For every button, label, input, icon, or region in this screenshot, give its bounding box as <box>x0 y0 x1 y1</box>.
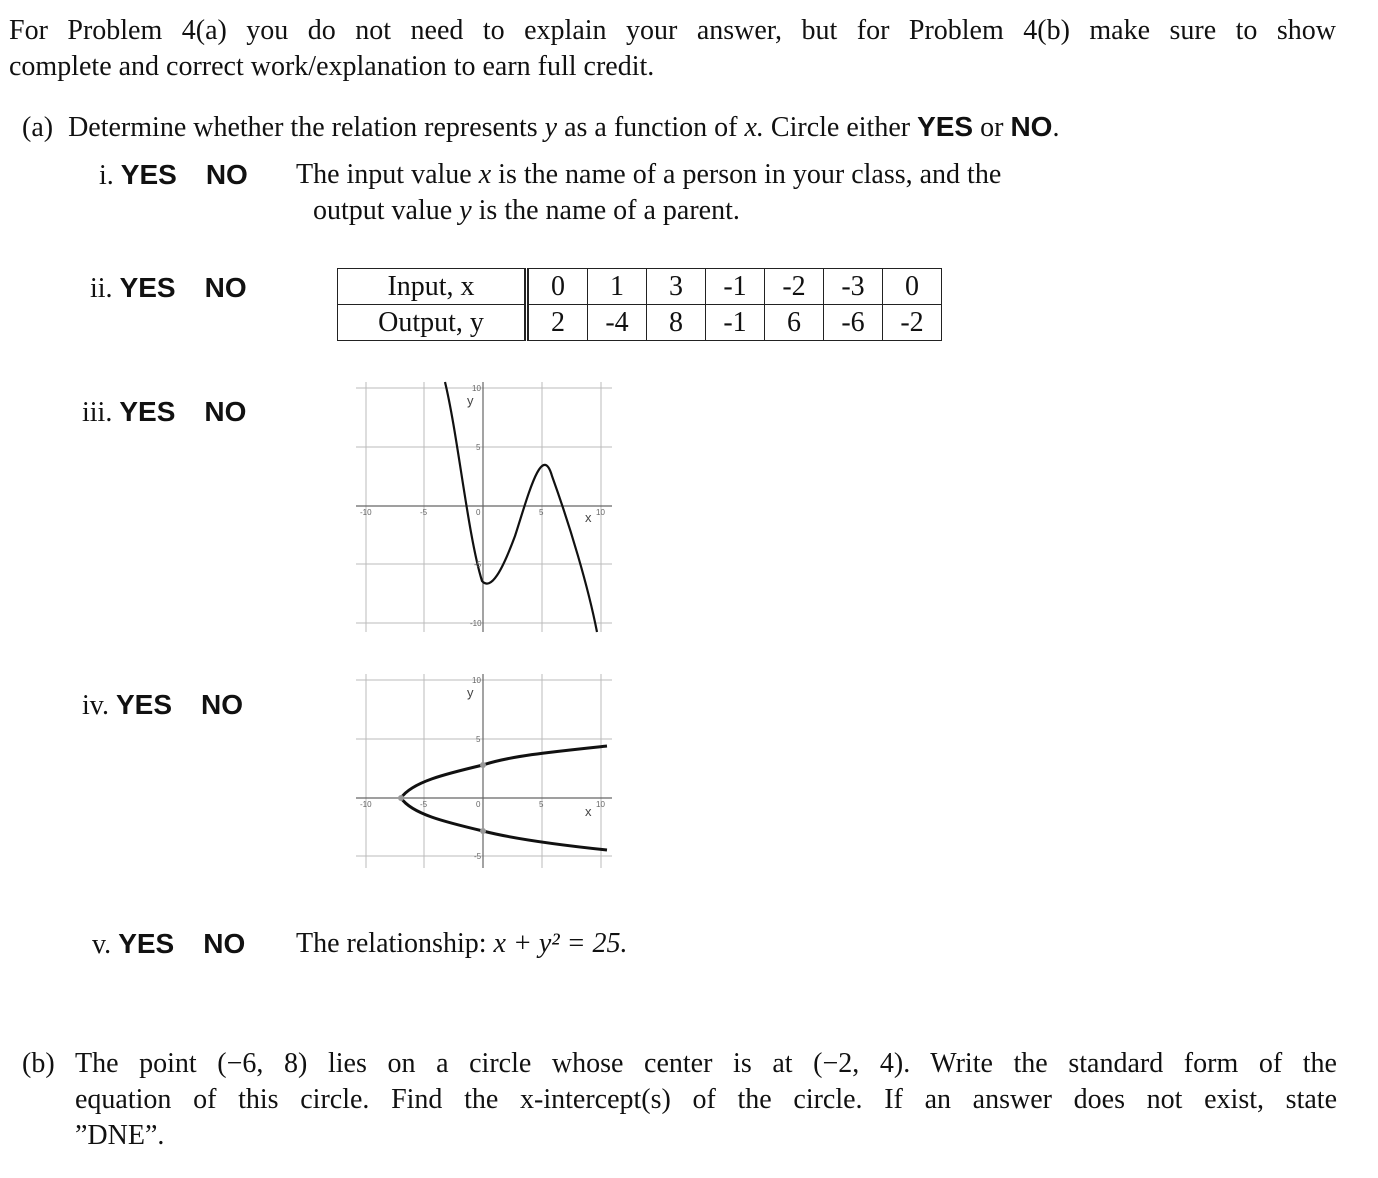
item-i-text-a: The input value <box>296 159 472 190</box>
graph-iii <box>350 376 620 638</box>
graph-iv-tick: 10 <box>596 800 605 809</box>
graph-iii-tick: -5 <box>474 560 482 569</box>
graph-iv-tick: 5 <box>476 735 481 744</box>
table-cell: -1 <box>706 305 765 341</box>
table-input-header: Input, x <box>338 269 527 305</box>
graph-iv-vertex-point <box>398 795 404 801</box>
table-output-header: Output, y <box>338 305 527 341</box>
graph-iii-tick: -10 <box>470 619 482 628</box>
graph-iii-grid <box>356 382 612 632</box>
item-v-equation: x + y² = 25. <box>493 928 628 959</box>
item-v-number: v. <box>92 929 112 960</box>
part-a-text-1: Determine whether the relation represents <box>68 112 538 143</box>
graph-iii-y-label: y <box>467 393 474 408</box>
part-b-line-2: equation of this circle. Find the x-intercept(s) of the circle. If an answer does not exist, state <box>75 1084 1337 1115</box>
part-b-line-3: ”DNE”. <box>75 1120 165 1151</box>
intro-line-2: complete and correct work/explanation to earn full credit. <box>9 51 655 82</box>
graph-iv-x-label: x <box>585 804 592 819</box>
table-cell: 8 <box>647 305 706 341</box>
item-i-var-x: x <box>478 159 492 190</box>
item-v-no[interactable]: NO <box>203 928 246 959</box>
item-i-text-line-1 <box>296 157 1001 193</box>
part-a-period: . <box>1052 112 1060 143</box>
item-i-choice <box>99 157 248 194</box>
table-cell: -2 <box>765 269 824 305</box>
part-b-label: (b) <box>22 1048 55 1079</box>
item-iv-choice <box>82 687 243 724</box>
graph-iii-tick: 5 <box>476 443 481 452</box>
item-i-text-d: is the name of a parent. <box>478 195 740 226</box>
item-v-choice <box>92 926 245 963</box>
part-b-line-1: The point (−6, 8) lies on a circle whose center is at (−2, 4). Write the standard form of the <box>75 1048 1337 1079</box>
graph-iii-curve <box>445 382 597 632</box>
table-cell: -6 <box>824 305 883 341</box>
table-cell: -2 <box>883 305 942 341</box>
item-i-text-c: output value <box>313 195 453 226</box>
part-a-or: or <box>980 112 1004 143</box>
item-v-label: The relationship: <box>296 928 487 959</box>
item-ii-yes[interactable]: YES <box>119 272 176 303</box>
graph-iii-x-label: x <box>585 510 592 525</box>
graph-iv-tick: -10 <box>360 800 372 809</box>
table-cell: 0 <box>883 269 942 305</box>
graph-iv-tick: 10 <box>472 676 481 685</box>
item-i-yes[interactable]: YES <box>120 159 177 190</box>
graph-iv-y-intercept-point <box>480 828 486 834</box>
part-a-yes: YES <box>917 111 974 142</box>
item-i-var-y: y <box>459 195 472 226</box>
item-iii-no[interactable]: NO <box>204 396 247 427</box>
item-iv-number: iv. <box>82 690 109 721</box>
graph-iii-tick: 0 <box>476 508 481 517</box>
graph-iii-axes <box>356 382 612 632</box>
graph-iv-tick: -5 <box>420 800 428 809</box>
intro-line-1: For Problem 4(a) you do not need to explain your answer, but for Problem 4(b) make sure to show <box>9 15 1336 46</box>
part-a-no: NO <box>1010 111 1053 142</box>
table-cell: -3 <box>824 269 883 305</box>
table-cell: -1 <box>706 269 765 305</box>
table-cell: 1 <box>588 269 647 305</box>
graph-iv <box>350 670 620 875</box>
graph-iv-grid <box>356 674 612 868</box>
item-ii-number: ii. <box>90 273 113 304</box>
table-cell: 3 <box>647 269 706 305</box>
graph-iii-tick: 10 <box>472 384 481 393</box>
item-ii-no[interactable]: NO <box>204 272 247 303</box>
graph-iii-tick: -5 <box>420 508 428 517</box>
table-cell: -4 <box>588 305 647 341</box>
graph-iv-tick: -5 <box>474 852 482 861</box>
graph-iv-axes <box>356 674 612 868</box>
graph-iii-tick: 5 <box>539 508 544 517</box>
table-row-input <box>338 269 942 305</box>
part-a-heading <box>22 109 1059 146</box>
item-ii-choice <box>90 270 247 307</box>
table-cell: 2 <box>527 305 588 341</box>
part-a-text-3: Circle either <box>770 112 911 143</box>
item-iii-number: iii. <box>82 397 113 428</box>
item-iv-no[interactable]: NO <box>201 689 243 720</box>
graph-iv-y-intercept-point <box>480 762 486 768</box>
part-a-label: (a) <box>22 112 54 143</box>
table-cell: 6 <box>765 305 824 341</box>
graph-iii-tick: 10 <box>596 508 605 517</box>
graph-iv-tick: 5 <box>539 800 544 809</box>
graph-iii-tick: -10 <box>360 508 372 517</box>
relation-table <box>337 268 942 341</box>
item-v-yes[interactable]: YES <box>118 928 175 959</box>
table-cell: 0 <box>527 269 588 305</box>
item-i-no[interactable]: NO <box>205 159 248 190</box>
table-row-output <box>338 305 942 341</box>
item-iii-choice <box>82 394 246 431</box>
graph-iv-y-label: y <box>467 685 474 700</box>
graph-iv-tick: 0 <box>476 800 481 809</box>
part-a-var-x: x. <box>744 112 764 143</box>
item-i-text-b: is the name of a person in your class, and the <box>498 159 1002 190</box>
item-iii-yes[interactable]: YES <box>119 396 176 427</box>
item-i-number: i. <box>99 160 114 191</box>
item-iv-yes[interactable]: YES <box>115 689 172 720</box>
part-a-text-2: as a function of <box>564 112 738 143</box>
item-i-text-line-2 <box>313 193 740 229</box>
item-v-text <box>296 926 628 962</box>
part-a-var-y: y <box>544 112 558 143</box>
